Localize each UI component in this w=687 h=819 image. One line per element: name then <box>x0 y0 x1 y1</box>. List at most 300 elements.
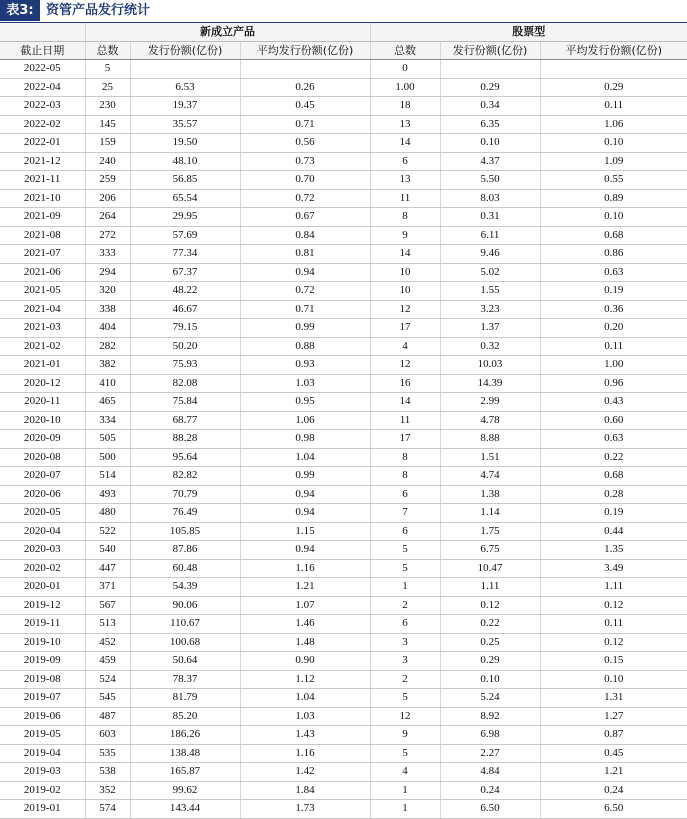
equity-avg-issued-shares-cell: 0.55 <box>540 171 687 190</box>
avg-issued-shares-cell: 1.46 <box>240 615 370 634</box>
issued-shares-cell: 87.86 <box>130 541 240 560</box>
equity-total-cell: 8 <box>370 467 440 486</box>
issued-shares-cell: 48.22 <box>130 282 240 301</box>
table-row <box>0 189 687 208</box>
equity-total-cell: 5 <box>370 744 440 763</box>
avg-issued-shares-cell: 0.90 <box>240 652 370 671</box>
total-cell: 567 <box>85 596 130 615</box>
equity-avg-issued-shares-cell: 0.29 <box>540 78 687 97</box>
avg-issued-shares-cell: 0.98 <box>240 430 370 449</box>
equity-avg-issued-shares-cell: 0.15 <box>540 652 687 671</box>
issued-shares-cell: 56.85 <box>130 171 240 190</box>
date-cell: 2019-01 <box>0 800 85 819</box>
table-row <box>0 60 687 79</box>
total-cell: 240 <box>85 152 130 171</box>
issued-shares-cell: 78.37 <box>130 670 240 689</box>
equity-issued-shares-cell: 5.02 <box>440 263 540 282</box>
equity-avg-issued-shares-cell: 0.89 <box>540 189 687 208</box>
total-cell: 333 <box>85 245 130 264</box>
total-cell: 145 <box>85 115 130 134</box>
avg-issued-shares-cell: 1.43 <box>240 726 370 745</box>
issuance-table <box>0 23 687 819</box>
total-cell: 259 <box>85 171 130 190</box>
equity-issued-shares-cell: 8.92 <box>440 707 540 726</box>
avg-issued-shares-cell: 1.12 <box>240 670 370 689</box>
table-row <box>0 245 687 264</box>
date-cell: 2020-04 <box>0 522 85 541</box>
total-cell: 404 <box>85 319 130 338</box>
table-row <box>0 430 687 449</box>
equity-avg-issued-shares-cell: 6.50 <box>540 800 687 819</box>
table-row <box>0 337 687 356</box>
date-cell: 2021-03 <box>0 319 85 338</box>
issued-shares-cell: 35.57 <box>130 115 240 134</box>
equity-total-cell: 12 <box>370 300 440 319</box>
issued-shares-cell: 105.85 <box>130 522 240 541</box>
equity-issued-shares-cell: 1.75 <box>440 522 540 541</box>
total-cell: 493 <box>85 485 130 504</box>
equity-avg-issued-shares-cell: 0.86 <box>540 245 687 264</box>
issued-shares-cell: 54.39 <box>130 578 240 597</box>
date-cell: 2019-10 <box>0 633 85 652</box>
issued-shares-cell: 95.64 <box>130 448 240 467</box>
equity-avg-issued-shares-cell: 0.63 <box>540 263 687 282</box>
equity-issued-shares-cell: 6.11 <box>440 226 540 245</box>
date-cell: 2021-01 <box>0 356 85 375</box>
avg-issued-shares-cell: 1.21 <box>240 578 370 597</box>
issued-shares-cell: 82.82 <box>130 467 240 486</box>
avg-issued-shares-cell: 0.67 <box>240 208 370 227</box>
table-row <box>0 411 687 430</box>
equity-total-cell: 5 <box>370 541 440 560</box>
equity-issued-shares-cell: 0.34 <box>440 97 540 116</box>
table-title: 资管产品发行统计 <box>46 3 151 18</box>
total-cell: 603 <box>85 726 130 745</box>
issued-shares-cell: 60.48 <box>130 559 240 578</box>
issued-shares-cell: 90.06 <box>130 596 240 615</box>
issued-shares-cell: 70.79 <box>130 485 240 504</box>
table-row <box>0 726 687 745</box>
equity-issued-shares-cell <box>440 60 540 79</box>
table-row <box>0 670 687 689</box>
issued-shares-cell: 143.44 <box>130 800 240 819</box>
equity-total-cell: 5 <box>370 689 440 708</box>
equity-avg-issued-shares-cell: 0.63 <box>540 430 687 449</box>
table-row <box>0 78 687 97</box>
equity-total-cell: 4 <box>370 337 440 356</box>
table-row <box>0 559 687 578</box>
avg-issued-shares-cell: 1.07 <box>240 596 370 615</box>
equity-issued-shares-cell: 14.39 <box>440 374 540 393</box>
equity-avg-issued-shares-cell: 0.44 <box>540 522 687 541</box>
table-row <box>0 652 687 671</box>
table-row <box>0 781 687 800</box>
avg-issued-shares-cell: 1.73 <box>240 800 370 819</box>
equity-avg-issued-shares-cell: 3.49 <box>540 559 687 578</box>
total-cell: 5 <box>85 60 130 79</box>
equity-issued-shares-cell: 6.98 <box>440 726 540 745</box>
equity-total-cell: 0 <box>370 60 440 79</box>
total-cell: 382 <box>85 356 130 375</box>
equity-avg-issued-shares-cell <box>540 60 687 79</box>
group-header-new-products: 新成立产品 <box>85 23 370 41</box>
issued-shares-cell: 50.20 <box>130 337 240 356</box>
total-cell: 334 <box>85 411 130 430</box>
date-cell: 2019-09 <box>0 652 85 671</box>
table-row <box>0 263 687 282</box>
table-row <box>0 467 687 486</box>
equity-total-cell: 18 <box>370 97 440 116</box>
group-header-row <box>0 23 687 41</box>
equity-avg-issued-shares-cell: 0.68 <box>540 467 687 486</box>
equity-total-cell: 1.00 <box>370 78 440 97</box>
equity-total-cell: 9 <box>370 226 440 245</box>
issued-shares-cell: 81.79 <box>130 689 240 708</box>
avg-issued-shares-cell: 0.88 <box>240 337 370 356</box>
equity-issued-shares-cell: 0.32 <box>440 337 540 356</box>
equity-issued-shares-cell: 4.78 <box>440 411 540 430</box>
equity-issued-shares-cell: 8.88 <box>440 430 540 449</box>
column-header-equity-total: 总数 <box>370 41 440 60</box>
avg-issued-shares-cell: 0.99 <box>240 319 370 338</box>
total-cell: 535 <box>85 744 130 763</box>
total-cell: 410 <box>85 374 130 393</box>
equity-total-cell: 17 <box>370 430 440 449</box>
equity-total-cell: 12 <box>370 707 440 726</box>
issued-shares-cell: 75.93 <box>130 356 240 375</box>
issued-shares-cell: 46.67 <box>130 300 240 319</box>
equity-total-cell: 3 <box>370 633 440 652</box>
table-row <box>0 393 687 412</box>
equity-issued-shares-cell: 6.75 <box>440 541 540 560</box>
total-cell: 487 <box>85 707 130 726</box>
avg-issued-shares-cell: 0.94 <box>240 263 370 282</box>
table-row <box>0 800 687 819</box>
avg-issued-shares-cell: 0.45 <box>240 97 370 116</box>
date-cell: 2022-05 <box>0 60 85 79</box>
equity-total-cell: 2 <box>370 596 440 615</box>
issued-shares-cell: 186.26 <box>130 726 240 745</box>
equity-issued-shares-cell: 0.24 <box>440 781 540 800</box>
equity-avg-issued-shares-cell: 0.45 <box>540 744 687 763</box>
avg-issued-shares-cell: 0.26 <box>240 78 370 97</box>
equity-avg-issued-shares-cell: 0.10 <box>540 670 687 689</box>
total-cell: 282 <box>85 337 130 356</box>
equity-avg-issued-shares-cell: 0.10 <box>540 134 687 153</box>
date-cell: 2022-04 <box>0 78 85 97</box>
column-header-date: 截止日期 <box>0 41 85 60</box>
avg-issued-shares-cell: 0.72 <box>240 282 370 301</box>
issued-shares-cell: 138.48 <box>130 744 240 763</box>
equity-avg-issued-shares-cell: 0.11 <box>540 337 687 356</box>
table-row <box>0 448 687 467</box>
issued-shares-cell: 77.34 <box>130 245 240 264</box>
date-cell: 2019-07 <box>0 689 85 708</box>
issued-shares-cell: 79.15 <box>130 319 240 338</box>
date-cell: 2021-12 <box>0 152 85 171</box>
total-cell: 480 <box>85 504 130 523</box>
date-cell: 2022-03 <box>0 97 85 116</box>
equity-issued-shares-cell: 0.10 <box>440 134 540 153</box>
equity-issued-shares-cell: 4.74 <box>440 467 540 486</box>
date-cell: 2020-11 <box>0 393 85 412</box>
total-cell: 514 <box>85 467 130 486</box>
column-header-equity-issued-shares: 发行份额(亿份) <box>440 41 540 60</box>
date-cell: 2020-08 <box>0 448 85 467</box>
equity-avg-issued-shares-cell: 0.10 <box>540 208 687 227</box>
total-cell: 540 <box>85 541 130 560</box>
date-cell: 2021-09 <box>0 208 85 227</box>
equity-total-cell: 2 <box>370 670 440 689</box>
equity-total-cell: 3 <box>370 652 440 671</box>
equity-total-cell: 14 <box>370 245 440 264</box>
equity-avg-issued-shares-cell: 0.11 <box>540 97 687 116</box>
avg-issued-shares-cell: 0.72 <box>240 189 370 208</box>
table-row <box>0 282 687 301</box>
equity-issued-shares-cell: 2.27 <box>440 744 540 763</box>
equity-issued-shares-cell: 0.22 <box>440 615 540 634</box>
date-cell: 2020-10 <box>0 411 85 430</box>
total-cell: 25 <box>85 78 130 97</box>
table-row <box>0 134 687 153</box>
total-cell: 545 <box>85 689 130 708</box>
issued-shares-cell: 57.69 <box>130 226 240 245</box>
total-cell: 371 <box>85 578 130 597</box>
table-row <box>0 763 687 782</box>
issued-shares-cell: 165.87 <box>130 763 240 782</box>
equity-avg-issued-shares-cell: 0.36 <box>540 300 687 319</box>
avg-issued-shares-cell: 1.15 <box>240 522 370 541</box>
total-cell: 320 <box>85 282 130 301</box>
equity-total-cell: 10 <box>370 263 440 282</box>
table-row <box>0 541 687 560</box>
equity-avg-issued-shares-cell: 1.06 <box>540 115 687 134</box>
date-cell: 2021-05 <box>0 282 85 301</box>
avg-issued-shares-cell: 0.71 <box>240 300 370 319</box>
avg-issued-shares-cell: 0.94 <box>240 485 370 504</box>
equity-total-cell: 11 <box>370 411 440 430</box>
table-row <box>0 356 687 375</box>
equity-total-cell: 6 <box>370 485 440 504</box>
equity-avg-issued-shares-cell: 0.12 <box>540 633 687 652</box>
equity-issued-shares-cell: 2.99 <box>440 393 540 412</box>
avg-issued-shares-cell: 1.84 <box>240 781 370 800</box>
equity-issued-shares-cell: 1.37 <box>440 319 540 338</box>
total-cell: 513 <box>85 615 130 634</box>
equity-total-cell: 6 <box>370 522 440 541</box>
equity-issued-shares-cell: 6.50 <box>440 800 540 819</box>
equity-total-cell: 1 <box>370 800 440 819</box>
equity-issued-shares-cell: 5.50 <box>440 171 540 190</box>
equity-total-cell: 8 <box>370 448 440 467</box>
avg-issued-shares-cell: 0.93 <box>240 356 370 375</box>
total-cell: 159 <box>85 134 130 153</box>
date-cell: 2021-02 <box>0 337 85 356</box>
equity-total-cell: 14 <box>370 134 440 153</box>
total-cell: 338 <box>85 300 130 319</box>
issued-shares-cell: 19.50 <box>130 134 240 153</box>
avg-issued-shares-cell <box>240 60 370 79</box>
table-row <box>0 97 687 116</box>
table-row <box>0 226 687 245</box>
equity-avg-issued-shares-cell: 1.00 <box>540 356 687 375</box>
table-row <box>0 707 687 726</box>
total-cell: 272 <box>85 226 130 245</box>
equity-issued-shares-cell: 1.38 <box>440 485 540 504</box>
total-cell: 264 <box>85 208 130 227</box>
equity-total-cell: 6 <box>370 152 440 171</box>
avg-issued-shares-cell: 1.48 <box>240 633 370 652</box>
table-body <box>0 60 687 819</box>
equity-avg-issued-shares-cell: 0.24 <box>540 781 687 800</box>
issued-shares-cell: 85.20 <box>130 707 240 726</box>
total-cell: 447 <box>85 559 130 578</box>
total-cell: 294 <box>85 263 130 282</box>
date-cell: 2022-01 <box>0 134 85 153</box>
equity-issued-shares-cell: 4.37 <box>440 152 540 171</box>
date-cell: 2020-03 <box>0 541 85 560</box>
date-cell: 2019-04 <box>0 744 85 763</box>
equity-issued-shares-cell: 4.84 <box>440 763 540 782</box>
avg-issued-shares-cell: 0.95 <box>240 393 370 412</box>
equity-total-cell: 1 <box>370 578 440 597</box>
date-cell: 2021-08 <box>0 226 85 245</box>
equity-avg-issued-shares-cell: 0.20 <box>540 319 687 338</box>
total-cell: 230 <box>85 97 130 116</box>
equity-total-cell: 14 <box>370 393 440 412</box>
issued-shares-cell: 6.53 <box>130 78 240 97</box>
equity-avg-issued-shares-cell: 0.19 <box>540 504 687 523</box>
column-header-equity-avg-issued-shares: 平均发行份额(亿份) <box>540 41 687 60</box>
equity-avg-issued-shares-cell: 0.28 <box>540 485 687 504</box>
avg-issued-shares-cell: 0.73 <box>240 152 370 171</box>
equity-avg-issued-shares-cell: 1.35 <box>540 541 687 560</box>
equity-avg-issued-shares-cell: 1.21 <box>540 763 687 782</box>
avg-issued-shares-cell: 0.99 <box>240 467 370 486</box>
equity-issued-shares-cell: 0.25 <box>440 633 540 652</box>
avg-issued-shares-cell: 1.04 <box>240 448 370 467</box>
total-cell: 500 <box>85 448 130 467</box>
avg-issued-shares-cell: 0.84 <box>240 226 370 245</box>
issued-shares-cell: 110.67 <box>130 615 240 634</box>
table-number-label: 表3: <box>0 0 40 21</box>
equity-issued-shares-cell: 0.29 <box>440 652 540 671</box>
date-cell: 2019-02 <box>0 781 85 800</box>
equity-total-cell: 12 <box>370 356 440 375</box>
date-cell: 2021-04 <box>0 300 85 319</box>
avg-issued-shares-cell: 0.56 <box>240 134 370 153</box>
issued-shares-cell: 65.54 <box>130 189 240 208</box>
table-row <box>0 504 687 523</box>
issued-shares-cell <box>130 60 240 79</box>
table-row <box>0 300 687 319</box>
equity-issued-shares-cell: 6.35 <box>440 115 540 134</box>
equity-avg-issued-shares-cell: 1.09 <box>540 152 687 171</box>
total-cell: 206 <box>85 189 130 208</box>
date-cell: 2019-06 <box>0 707 85 726</box>
date-cell: 2021-06 <box>0 263 85 282</box>
avg-issued-shares-cell: 1.42 <box>240 763 370 782</box>
date-cell: 2019-05 <box>0 726 85 745</box>
avg-issued-shares-cell: 1.16 <box>240 744 370 763</box>
issued-shares-cell: 50.64 <box>130 652 240 671</box>
table-row <box>0 319 687 338</box>
total-cell: 352 <box>85 781 130 800</box>
equity-avg-issued-shares-cell: 0.68 <box>540 226 687 245</box>
total-cell: 505 <box>85 430 130 449</box>
issued-shares-cell: 48.10 <box>130 152 240 171</box>
table-row <box>0 744 687 763</box>
total-cell: 538 <box>85 763 130 782</box>
date-cell: 2020-09 <box>0 430 85 449</box>
equity-total-cell: 6 <box>370 615 440 634</box>
issued-shares-cell: 19.37 <box>130 97 240 116</box>
equity-issued-shares-cell: 5.24 <box>440 689 540 708</box>
date-cell: 2019-08 <box>0 670 85 689</box>
date-cell: 2022-02 <box>0 115 85 134</box>
date-cell: 2020-05 <box>0 504 85 523</box>
equity-avg-issued-shares-cell: 0.11 <box>540 615 687 634</box>
column-header-issued-shares: 发行份额(亿份) <box>130 41 240 60</box>
avg-issued-shares-cell: 1.04 <box>240 689 370 708</box>
table-row <box>0 485 687 504</box>
issued-shares-cell: 67.37 <box>130 263 240 282</box>
issued-shares-cell: 75.84 <box>130 393 240 412</box>
table-row <box>0 633 687 652</box>
date-cell: 2020-06 <box>0 485 85 504</box>
equity-issued-shares-cell: 8.03 <box>440 189 540 208</box>
equity-avg-issued-shares-cell: 0.87 <box>540 726 687 745</box>
equity-issued-shares-cell: 1.55 <box>440 282 540 301</box>
equity-avg-issued-shares-cell: 0.12 <box>540 596 687 615</box>
equity-issued-shares-cell: 10.03 <box>440 356 540 375</box>
issued-shares-cell: 88.28 <box>130 430 240 449</box>
equity-avg-issued-shares-cell: 1.27 <box>540 707 687 726</box>
equity-issued-shares-cell: 0.12 <box>440 596 540 615</box>
equity-avg-issued-shares-cell: 0.22 <box>540 448 687 467</box>
equity-total-cell: 9 <box>370 726 440 745</box>
table-row <box>0 115 687 134</box>
equity-issued-shares-cell: 3.23 <box>440 300 540 319</box>
table-title-bar <box>0 0 687 23</box>
total-cell: 524 <box>85 670 130 689</box>
issued-shares-cell: 99.62 <box>130 781 240 800</box>
issued-shares-cell: 29.95 <box>130 208 240 227</box>
date-cell: 2019-03 <box>0 763 85 782</box>
total-cell: 465 <box>85 393 130 412</box>
column-header-avg-issued-shares: 平均发行份额(亿份) <box>240 41 370 60</box>
group-header-equity: 股票型 <box>370 23 687 41</box>
equity-avg-issued-shares-cell: 0.43 <box>540 393 687 412</box>
group-header-blank <box>0 23 85 41</box>
avg-issued-shares-cell: 0.94 <box>240 504 370 523</box>
equity-total-cell: 11 <box>370 189 440 208</box>
table-row <box>0 171 687 190</box>
date-cell: 2021-11 <box>0 171 85 190</box>
equity-issued-shares-cell: 1.51 <box>440 448 540 467</box>
total-cell: 522 <box>85 522 130 541</box>
date-cell: 2021-10 <box>0 189 85 208</box>
date-cell: 2020-02 <box>0 559 85 578</box>
avg-issued-shares-cell: 1.03 <box>240 374 370 393</box>
equity-issued-shares-cell: 0.29 <box>440 78 540 97</box>
equity-total-cell: 13 <box>370 115 440 134</box>
issued-shares-cell: 82.08 <box>130 374 240 393</box>
table-row <box>0 522 687 541</box>
table-row <box>0 578 687 597</box>
date-cell: 2019-12 <box>0 596 85 615</box>
equity-total-cell: 16 <box>370 374 440 393</box>
